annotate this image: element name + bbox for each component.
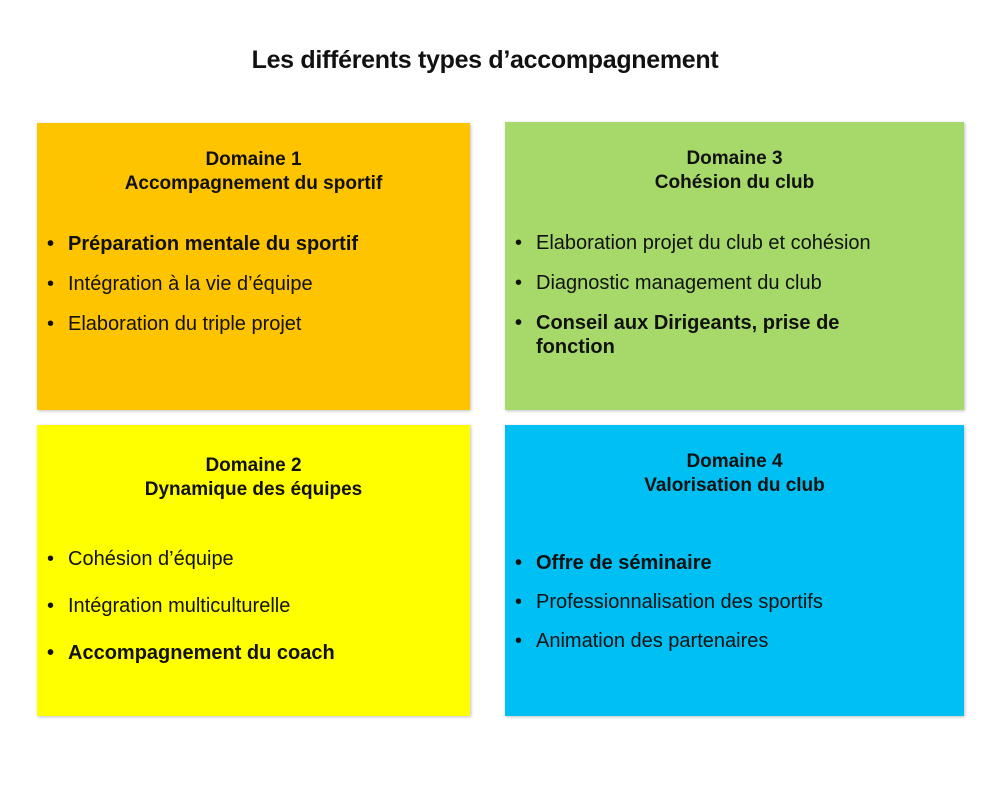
domain-4-panel <box>505 425 964 716</box>
domain-4-heading: Domaine 4 <box>686 451 783 472</box>
domain-4-list <box>515 551 944 668</box>
domain-1-header <box>37 148 470 196</box>
domain-2-header <box>37 454 470 502</box>
domain-4-header <box>505 450 964 498</box>
domain-1-heading: Domaine 1 <box>205 149 302 170</box>
domain-1-panel <box>37 123 470 410</box>
list-item: • Professionnalisation des sportifs <box>515 590 944 614</box>
domain-3-panel <box>505 122 964 410</box>
domain-4-subheading: Valorisation du club <box>644 475 825 496</box>
list-item: • Intégration multiculturelle <box>47 594 450 618</box>
domain-3-heading: Domaine 3 <box>686 148 783 169</box>
list-item: • Cohésion d’équipe <box>47 547 450 571</box>
domain-3-list <box>515 231 904 375</box>
domain-2-panel <box>37 425 470 716</box>
domain-3-header <box>505 147 964 195</box>
domain-3-subheading: Cohésion du club <box>654 172 815 193</box>
page-title: Les différents types d’accompagnement <box>251 46 719 74</box>
domain-1-subheading: Accompagnement du sportif <box>124 173 383 194</box>
list-item: • Accompagnement du coach <box>47 641 450 665</box>
list-item: • Elaboration projet du club et cohésion <box>515 231 904 255</box>
domain-2-list <box>47 547 450 688</box>
list-item: • Intégration à la vie d’équipe <box>47 272 450 296</box>
list-item: • Conseil aux Dirigeants, prise de fonction <box>515 311 904 359</box>
domain-1-list <box>47 232 450 352</box>
list-item: • Offre de séminaire <box>515 551 944 575</box>
list-item: • Préparation mentale du sportif <box>47 232 450 256</box>
domain-2-heading: Domaine 2 <box>205 455 302 476</box>
list-item: • Animation des partenaires <box>515 629 944 653</box>
list-item: • Elaboration du triple projet <box>47 312 450 336</box>
list-item: • Diagnostic management du club <box>515 271 904 295</box>
domain-2-subheading: Dynamique des équipes <box>144 479 363 500</box>
